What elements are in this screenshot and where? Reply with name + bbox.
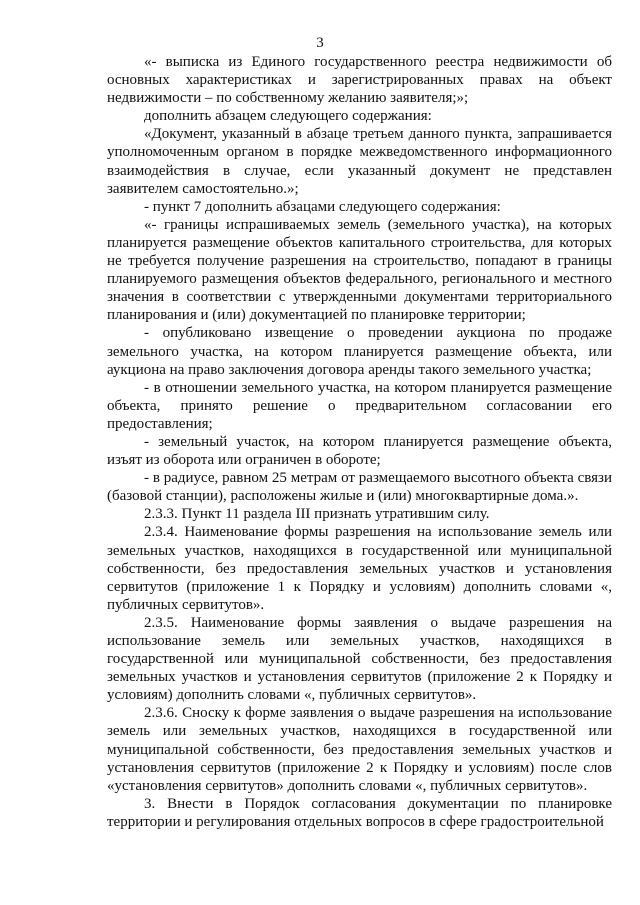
page-number: 3 <box>316 35 324 51</box>
paragraph: 2.3.6. Сноску к форме заявления о выдаче разрешения на использование земель или земельных участков, находящихся в государственной или муниципальной собственности, без предоставления земельных участков и установления сервитутов (приложение 2 к Порядку и условиям) после слов «установления сервитутов» дополнить словами «, публичных сервитутов». <box>107 705 612 794</box>
paragraph: 2.3.5. Наименование формы заявления о выдаче разрешения на использование земель или земельных участков, находящихся в государственной или муниципальной собственности, без предоставления земельных участков и установления сервитутов (приложение 2 к Порядку и условиям) дополнить словами «, публичных сервитутов». <box>107 614 612 704</box>
paragraph: 2.3.3. Пункт 11 раздела III признать утратившим силу. <box>144 506 490 523</box>
paragraph: - опубликовано извещение о проведении аукциона по продаже земельного участка, на котором планируется размещение объекта, или аукциона на право заключения договора аренды такого земельного участка; <box>107 325 612 378</box>
paragraph: - в радиусе, равном 25 метрам от размещаемого высотного объекта связи (базовой станции), расположены жилые и (или) многоквартирные дома.». <box>107 470 612 505</box>
paragraph: - в отношении земельного участка, на котором планируется размещение объекта, принято решение о предварительном согласовании его предоставления; <box>107 379 612 432</box>
paragraph: 3. Внести в Порядок согласования документации по планировке территории и регулирования отдельных вопросов в сфере градостроительной <box>107 795 612 830</box>
paragraph: - земельный участок, на котором планируется размещение объекта, изъят из оборота или ограничен в обороте; <box>107 433 612 469</box>
paragraph: «- границы испрашиваемых земель (земельного участка), на которых планируется размещение объектов капитального строительства, для которых не требуется получение разрешения на строительство, попадают в границы планируемого размещения объектов федерального, регионального и местного значения в соответствии с утвержденными документами территориального планирования и (или) документацией по планировке территории; <box>107 216 612 324</box>
paragraph: «Документ, указанный в абзаце третьем данного пункта, запрашивается уполномоченным органом в порядке межведомственного информационного взаимодействия в случае, если указанный документ не представлен заявителем самостоятельно.»; <box>107 126 612 197</box>
paragraph: «- выписка из Единого государственного реестра недвижимости об основных характеристиках и зарегистрированных правах на объект недвижимости – по собственному желанию заявителя;»; <box>107 54 612 107</box>
paragraph: - пункт 7 дополнить абзацами следующего содержания: <box>144 198 501 215</box>
document-body <box>107 53 612 831</box>
paragraph: 2.3.4. Наименование формы разрешения на использование земель или земельных участков, находящихся в государственной или муниципальной собственности, без предоставления земельных участков и установления сервитутов (приложение 1 к Порядку и условиям) дополнить словами «, публичных сервитутов». <box>107 524 612 613</box>
paragraph: дополнить абзацем следующего содержания: <box>144 108 432 125</box>
